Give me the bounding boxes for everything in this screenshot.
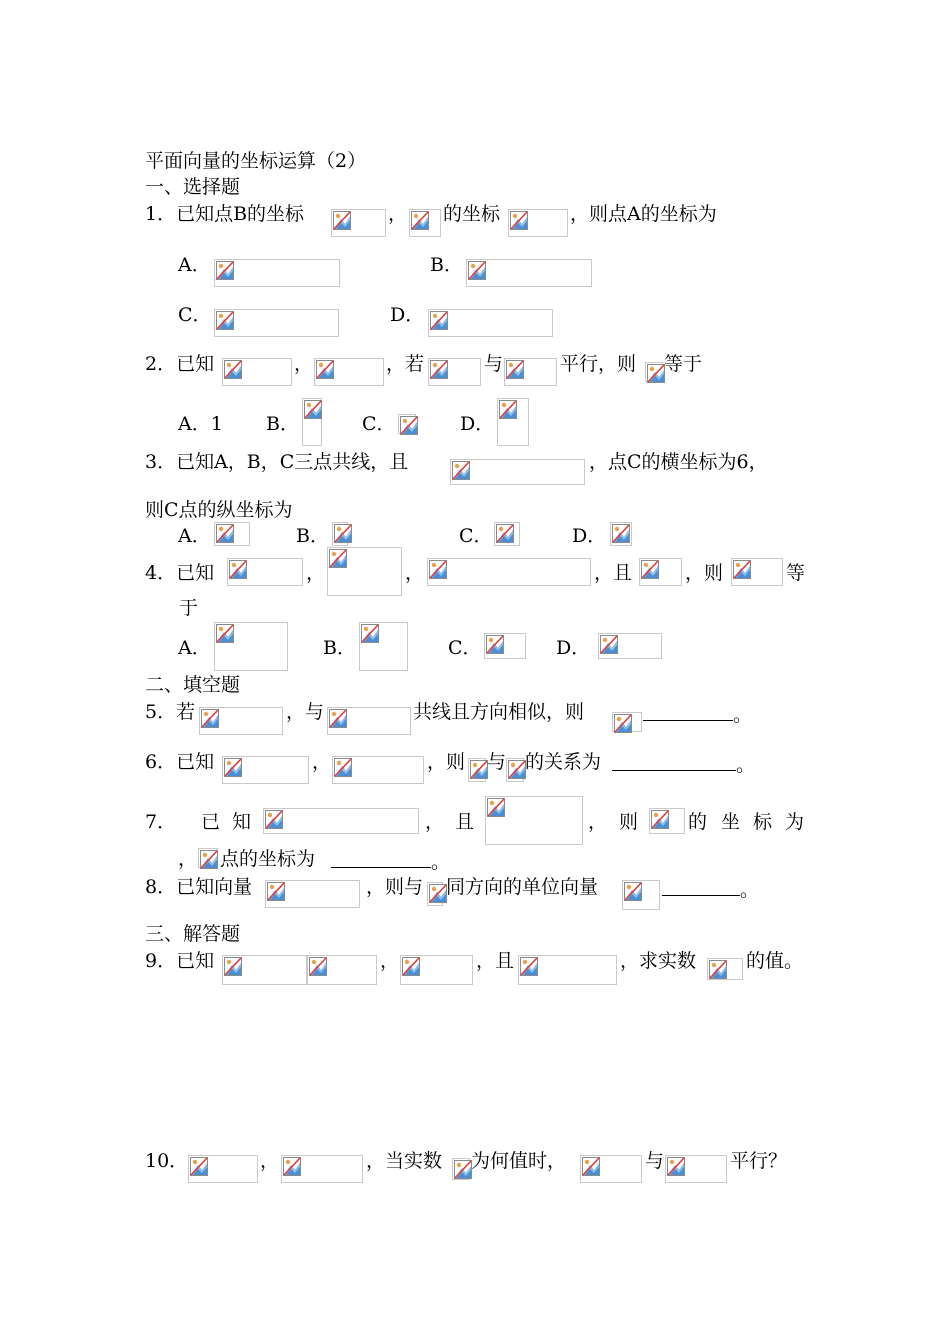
formula-image: [214, 522, 250, 546]
question-text: 标: [753, 811, 773, 833]
option-label: C．: [362, 413, 396, 435]
formula-image: [332, 522, 348, 546]
question-text: 9．已知: [145, 950, 215, 972]
formula-image: [265, 880, 360, 908]
formula-image: [302, 398, 322, 446]
question-text: 与: [645, 1150, 665, 1172]
formula-image: [222, 955, 307, 985]
formula-image: [214, 622, 288, 671]
option-label: A．: [178, 254, 211, 276]
formula-image: [707, 958, 743, 980]
question-text: 平行？: [730, 1150, 788, 1172]
question-text: 的坐标: [443, 203, 501, 225]
formula-image: [665, 1155, 727, 1183]
question-text: ，: [260, 1150, 280, 1172]
option-label: B．: [323, 637, 356, 659]
question-text: 同方向的单位向量: [446, 876, 599, 898]
formula-image: [327, 707, 411, 735]
option-label: D．: [390, 304, 425, 326]
formula-image: [450, 459, 585, 485]
formula-image: [610, 522, 632, 546]
section-heading: 三、解答题: [145, 923, 241, 945]
question-text: ，: [380, 950, 400, 972]
option-label: C．: [459, 525, 493, 547]
option-label: C．: [448, 637, 482, 659]
answer-blank: 。: [643, 703, 752, 725]
option-label: A．: [178, 637, 211, 659]
formula-image: [331, 209, 386, 237]
question-text: 共线且方向相似，则: [413, 701, 585, 723]
question-text: ，: [405, 562, 425, 584]
question-text: 与: [484, 353, 504, 375]
question-text: ，: [306, 562, 326, 584]
question-text: 等于: [664, 353, 703, 375]
formula-image: [518, 955, 617, 985]
formula-image: [580, 1155, 642, 1183]
formula-image: [639, 558, 682, 586]
question-text: ，: [425, 811, 445, 833]
formula-image: [198, 848, 218, 868]
question-text: ，: [312, 751, 332, 773]
formula-image: [314, 358, 384, 386]
option-label: D．: [572, 525, 607, 547]
formula-image: [263, 808, 419, 834]
question-text: ，则与: [366, 876, 424, 898]
formula-image: [199, 707, 283, 735]
formula-image: [428, 358, 481, 386]
section-heading: 一、选择题: [145, 176, 241, 198]
section-heading: 二、填空题: [145, 674, 241, 696]
question-text: ，若: [386, 353, 425, 375]
option-label: B．: [430, 254, 463, 276]
option-label: B．: [266, 413, 299, 435]
question-text: 1．已知点B的坐标: [145, 203, 305, 225]
formula-image: [508, 209, 568, 237]
question-text: 则: [619, 811, 639, 833]
question-text: 为何值时，: [471, 1150, 567, 1172]
formula-image: [409, 209, 441, 237]
question-text: ，: [388, 203, 408, 225]
formula-image: [427, 882, 443, 906]
question-text: 5．若: [145, 701, 196, 723]
question-text: ，与: [286, 701, 325, 723]
formula-image: [468, 758, 486, 782]
question-text: ，则: [427, 751, 466, 773]
formula-image: [485, 796, 583, 845]
answer-blank: 。: [662, 878, 759, 900]
answer-blank: 。: [331, 850, 450, 872]
formula-image: [645, 362, 663, 382]
question-text: 6．已知: [145, 751, 215, 773]
question-text: 与: [487, 751, 507, 773]
formula-image: [222, 358, 292, 386]
formula-image: [188, 1155, 258, 1183]
formula-image: [466, 259, 592, 287]
formula-image: [307, 955, 377, 985]
option-label: A．1: [178, 413, 223, 435]
question-text: ，: [178, 848, 198, 870]
question-text: 等: [786, 562, 806, 584]
question-text: ，且: [594, 562, 633, 584]
question-text: 的值。: [746, 950, 804, 972]
answer-blank: 。: [612, 753, 755, 775]
formula-image: [281, 1155, 363, 1183]
question-text: 平行，则: [560, 353, 637, 375]
option-label: D．: [460, 413, 495, 435]
question-text: ，则: [685, 562, 724, 584]
option-label: C．: [178, 304, 212, 326]
question-text: 且: [455, 811, 475, 833]
question-text: 7．: [145, 811, 177, 833]
question-text: 知: [232, 811, 252, 833]
question-text: 坐: [721, 811, 741, 833]
formula-image: [731, 558, 783, 586]
formula-image: [400, 955, 473, 985]
question-text: ，: [588, 811, 608, 833]
question-text: ，则点A的坐标为: [570, 203, 717, 225]
formula-image: [622, 880, 660, 910]
question-text: 的关系为: [525, 751, 602, 773]
formula-image: [506, 758, 524, 782]
formula-image: [332, 756, 424, 784]
formula-image: [504, 358, 557, 386]
formula-image: [327, 547, 402, 596]
formula-image: [359, 622, 408, 671]
question-text: 点的坐标为: [220, 848, 316, 870]
formula-image: [214, 309, 339, 337]
formula-image: [452, 1158, 470, 1180]
question-text: 于: [179, 597, 199, 619]
formula-image: [427, 558, 591, 586]
option-label: B．: [296, 525, 329, 547]
question-text: 3．已知A，B，C三点共线，且: [145, 451, 409, 473]
question-text: 10．: [145, 1150, 189, 1172]
formula-image: [497, 398, 529, 446]
question-text: 2．已知: [145, 353, 215, 375]
formula-image: [649, 808, 685, 834]
question-text: ，: [294, 353, 314, 375]
question-text: 的: [688, 811, 708, 833]
question-text: 4．已知: [145, 562, 215, 584]
formula-image: [214, 259, 340, 287]
question-text: 8．已知向量: [145, 876, 253, 898]
formula-image: [598, 633, 662, 659]
question-text: 已: [201, 811, 221, 833]
formula-image: [428, 309, 553, 337]
option-label: D．: [556, 637, 591, 659]
option-label: A．: [178, 525, 211, 547]
question-text: ，当实数: [366, 1150, 443, 1172]
formula-image: [222, 756, 309, 784]
question-text: ，点C的横坐标为6，: [589, 451, 768, 473]
question-text: ，且: [476, 950, 515, 972]
question-text: 为: [785, 811, 805, 833]
formula-image: [398, 414, 416, 434]
formula-image: [612, 712, 642, 732]
question-text: 则C点的纵坐标为: [145, 499, 293, 521]
formula-image: [484, 633, 526, 659]
formula-image: [227, 558, 303, 586]
page-title: 平面向量的坐标运算（2）: [145, 150, 367, 172]
question-text: ，求实数: [620, 950, 697, 972]
formula-image: [494, 522, 520, 546]
